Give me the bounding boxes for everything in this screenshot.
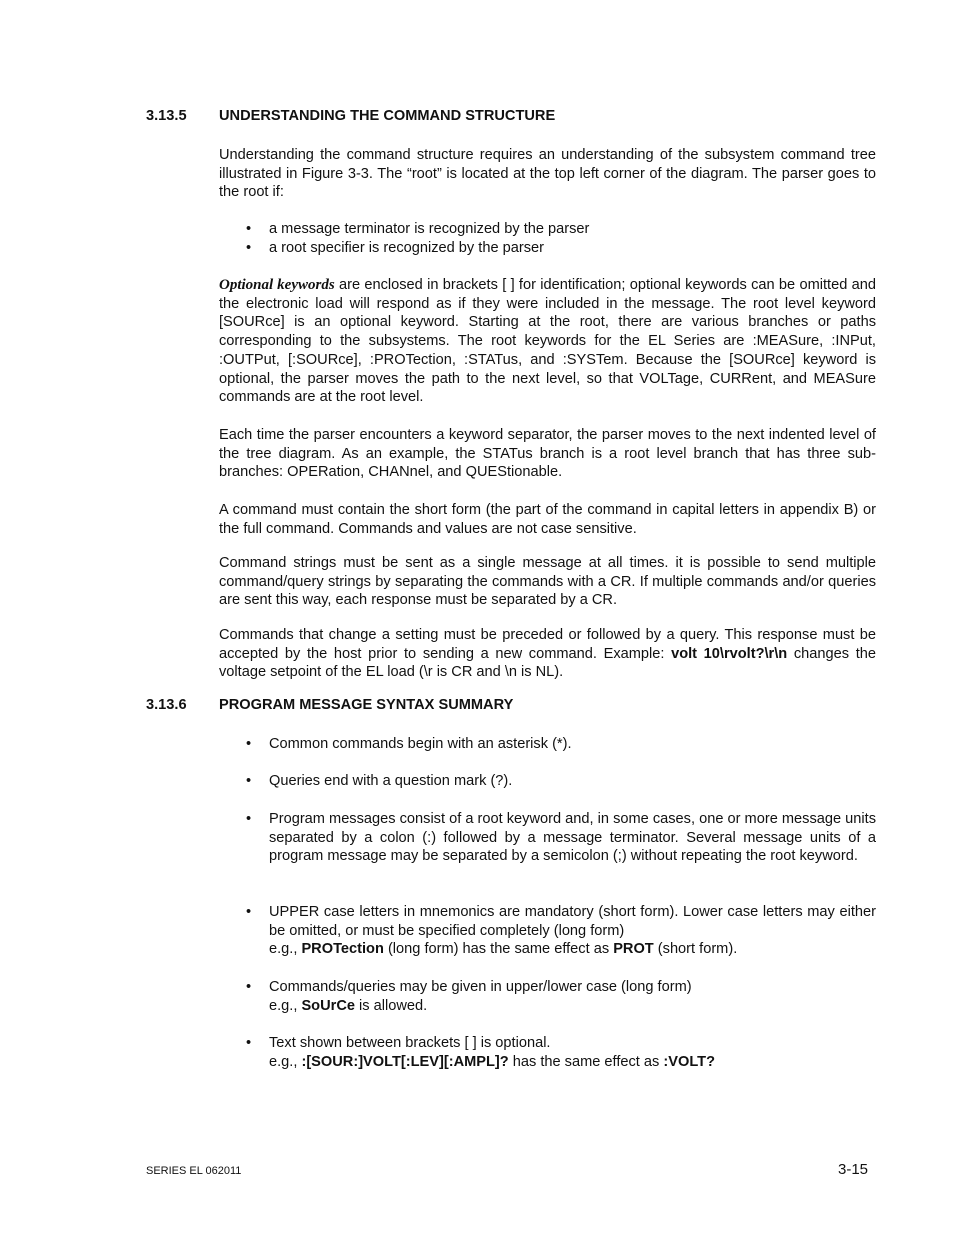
example-prefix: e.g., bbox=[269, 941, 302, 958]
paragraph-short-form: A command must contain the short form (the part of the command in capital letters in appendix B) or the full command. Commands and values are not case sensitive. bbox=[219, 502, 876, 537]
list-item bbox=[246, 239, 876, 258]
paragraph-query-example bbox=[219, 626, 876, 682]
paragraph-text: are enclosed in brackets [ ] for identification; optional keywords can be omitted and the electronic load will respond as if they were included in the message. The root level keyword [SOURce] is an optional keyword. Starting at the root, there are various branches or paths corresponding to the subsystems. The root keywords for the EL Series are :MEASure, :INPut, :OUTPut, [:SOURce], :PROTection, :STATus, and :SYSTem. Because the [SOURce] keyword is optional, the parser moves the path to the next level, so that VOLTage, CURRent, and MEASure commands are at the root level. bbox=[219, 277, 876, 406]
example-prefix: e.g., bbox=[269, 997, 302, 1014]
bullet-glyph: • bbox=[246, 904, 252, 920]
list-item bbox=[246, 903, 876, 959]
example-prefix: e.g., bbox=[269, 1053, 302, 1070]
list-item-text-main: Commands/queries may be given in upper/lower case (long form) bbox=[269, 979, 692, 995]
list-item bbox=[246, 772, 876, 791]
optional-keywords-term: Optional keywords bbox=[219, 277, 335, 293]
bullet-glyph: • bbox=[246, 1035, 252, 1051]
section-number: 3.13.5 bbox=[146, 108, 187, 124]
example-long-form: PROTection bbox=[301, 941, 384, 958]
example-short-form: PROT bbox=[613, 941, 654, 958]
paragraph-keyword-separator: Each time the parser encounters a keyword separator, the parser moves to the next indented level of the tree diagram. As an example, the STATus branch is a root level branch that has three sub-branches: OPERation, CHANnel, and QUEStionable. bbox=[219, 427, 876, 481]
list-item bbox=[246, 810, 876, 866]
list-item bbox=[246, 735, 876, 754]
list-item-text bbox=[269, 903, 876, 959]
bullet-glyph: • bbox=[246, 773, 252, 789]
bullet-glyph: • bbox=[246, 979, 252, 995]
bullet-glyph: • bbox=[246, 221, 252, 237]
section-number: 3.13.6 bbox=[146, 697, 187, 713]
list-item-text: a root specifier is recognized by the parser bbox=[269, 240, 544, 256]
section-heading-3-13-6 bbox=[146, 697, 513, 713]
list-item-text: Program messages consist of a root keyword and, in some cases, one or more message units separated by a colon (:) followed by a message terminator. Several message units of a program message may be separated by a semicolon (;) without repeating the root keyword. bbox=[269, 811, 876, 865]
paragraph-command-strings: Command strings must be sent as a single message at all times. it is possible to send multiple command/query strings by separating the commands with a CR. If multiple commands and/or queries are sent this way, each response must be separated by a CR. bbox=[219, 555, 876, 609]
example-command: SoUrCe bbox=[301, 997, 355, 1014]
page-number: 3-15 bbox=[838, 1161, 869, 1178]
list-item-text: a message terminator is recognized by the parser bbox=[269, 221, 590, 237]
paragraph-text: Commands that change a setting must be preceded or followed by a query. This response must be accepted by the host prior to sending a new command. Example: bbox=[219, 627, 876, 662]
paragraph-intro: Understanding the command structure requires an understanding of the subsystem command tree illustrated in Figure 3-3. The “root” is located at the top left corner of the diagram. The parser goes to the root if: bbox=[219, 147, 876, 201]
example-command: :[SOUR:]VOLT[:LEV][:AMPL]? bbox=[301, 1053, 509, 1070]
section-title: UNDERSTANDING THE COMMAND STRUCTURE bbox=[219, 108, 556, 124]
section-title: PROGRAM MESSAGE SYNTAX SUMMARY bbox=[219, 697, 514, 713]
example-text: has the same effect as bbox=[508, 1053, 664, 1070]
list-item bbox=[246, 978, 876, 1015]
example-short-command: :VOLT? bbox=[663, 1053, 715, 1070]
list-item bbox=[246, 1034, 876, 1071]
bullet-glyph: • bbox=[246, 240, 252, 256]
list-item-text: Queries end with a question mark (?). bbox=[269, 773, 513, 789]
paragraph-text: changes the voltage setpoint of the EL load (\r is CR and \n is NL). bbox=[219, 645, 876, 681]
example-text: (long form) has the same effect as bbox=[383, 941, 614, 958]
list-item-text-main: UPPER case letters in mnemonics are mandatory (short form). Lower case letters may either be omitted, or must be specified completely (long form) bbox=[269, 904, 876, 939]
example-text: (short form). bbox=[653, 941, 738, 958]
list-item-text bbox=[269, 1034, 876, 1071]
footer-series-label: SERIES EL 062011 bbox=[146, 1165, 242, 1177]
list-item-text-main: Text shown between brackets [ ] is optional. bbox=[269, 1035, 551, 1051]
bullet-glyph: • bbox=[246, 736, 252, 752]
paragraph-optional-keywords bbox=[219, 276, 876, 407]
section-heading-3-13-5 bbox=[146, 108, 555, 124]
example-command: volt 10\rvolt?\r\n bbox=[671, 645, 788, 662]
bullet-glyph: • bbox=[246, 811, 252, 827]
example-text: is allowed. bbox=[354, 997, 428, 1014]
list-item bbox=[246, 220, 876, 239]
list-item-text: Common commands begin with an asterisk (*). bbox=[269, 736, 572, 752]
list-item-text bbox=[269, 978, 876, 1015]
